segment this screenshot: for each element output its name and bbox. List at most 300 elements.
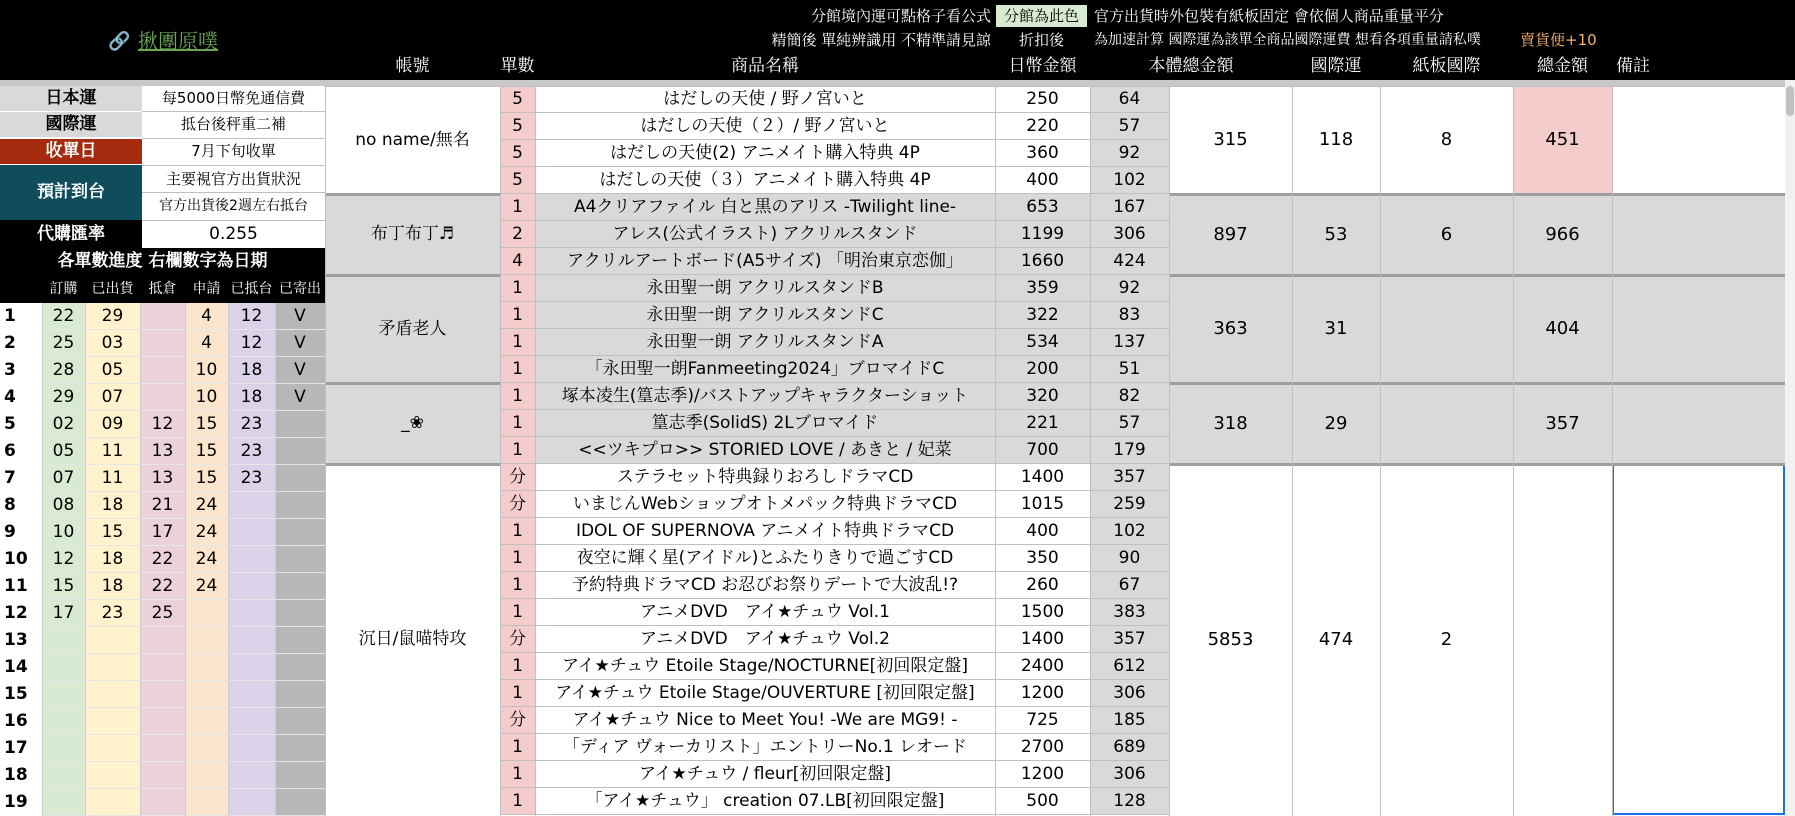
progress-cell xyxy=(275,627,325,654)
item-twd-amount[interactable]: 306 xyxy=(1090,680,1169,707)
progress-cell xyxy=(185,789,228,816)
progress-row-number: 1 xyxy=(0,303,42,330)
item-count-cell[interactable]: 4 xyxy=(500,248,535,275)
progress-row-number: 9 xyxy=(0,519,42,546)
progress-cell: 4 xyxy=(185,303,228,330)
progress-cell: 23 xyxy=(228,465,275,492)
progress-cell: V xyxy=(275,357,325,384)
progress-cell xyxy=(140,789,185,816)
item-twd-amount[interactable]: 259 xyxy=(1090,491,1169,518)
progress-cell xyxy=(275,492,325,519)
item-count-cell[interactable]: 1 xyxy=(500,329,535,356)
progress-row-number: 17 xyxy=(0,735,42,762)
progress-cell: 10 xyxy=(42,519,85,546)
progress-row-number: 13 xyxy=(0,627,42,654)
info-label-japan-shipping: 日本運 xyxy=(0,86,142,111)
column-divider xyxy=(1513,86,1514,816)
group-notes-cell[interactable] xyxy=(1612,194,1785,275)
item-product-name[interactable]: はだしの天使（３）アニメイト購入特典 4P xyxy=(535,167,995,194)
col-jpy-header: 日幣金額 xyxy=(1008,55,1077,76)
progress-cell xyxy=(185,600,228,627)
progress-cell: 23 xyxy=(228,411,275,438)
group-body-total[interactable]: 315 xyxy=(1169,86,1292,194)
progress-cell xyxy=(42,654,85,681)
item-count-cell[interactable]: 5 xyxy=(500,167,535,194)
item-count-cell[interactable]: 1 xyxy=(500,356,535,383)
item-jpy-amount[interactable]: 534 xyxy=(995,329,1090,356)
item-count-cell[interactable]: 1 xyxy=(500,572,535,599)
progress-header-sent: 已寄出 xyxy=(279,281,321,297)
progress-cell: V xyxy=(275,384,325,411)
progress-cell xyxy=(228,492,275,519)
item-jpy-amount[interactable]: 200 xyxy=(995,356,1090,383)
group-board-intl[interactable]: 6 xyxy=(1380,194,1513,275)
progress-header-warehouse: 抵倉 xyxy=(148,281,177,297)
progress-cell: 10 xyxy=(185,384,228,411)
progress-cell: 08 xyxy=(42,492,85,519)
header-note-simplified: 精簡後 單純辨識用 不精準請見諒 xyxy=(771,30,991,49)
item-product-name[interactable]: 永田聖一朗 アクリルスタンドB xyxy=(535,275,995,302)
item-product-name[interactable]: アイ★チュウ Etoile Stage/OUVERTURE [初回限定盤] xyxy=(535,680,995,707)
progress-cell xyxy=(228,735,275,762)
progress-cell xyxy=(140,735,185,762)
item-jpy-amount[interactable]: 250 xyxy=(995,86,1090,113)
progress-cell xyxy=(275,546,325,573)
progress-cell xyxy=(185,627,228,654)
item-twd-amount[interactable]: 92 xyxy=(1090,275,1169,302)
header-note-intl: 為加速計算 國際運為該單全商品國際運費 想看各項重量請私噗 xyxy=(1094,32,1481,48)
progress-cell: 4 xyxy=(185,330,228,357)
item-twd-amount[interactable]: 179 xyxy=(1090,437,1169,464)
progress-cell xyxy=(140,330,185,357)
item-product-name[interactable]: アクリルアートボード(A5サイズ) 「明治東京恋伽」 xyxy=(535,248,995,275)
progress-cell xyxy=(275,762,325,789)
progress-cell xyxy=(185,708,228,735)
info-value-japan-shipping: 每5000日幣免通信費 xyxy=(142,86,325,111)
item-count-cell[interactable]: 1 xyxy=(500,437,535,464)
scrollbar-thumb[interactable] xyxy=(1786,86,1794,116)
info-divider xyxy=(142,192,325,193)
progress-cell xyxy=(185,681,228,708)
progress-cell xyxy=(140,357,185,384)
progress-title: 各單數進度 右欄數字為日期 xyxy=(0,248,325,275)
progress-cell xyxy=(275,600,325,627)
item-twd-amount[interactable]: 83 xyxy=(1090,302,1169,329)
item-product-name[interactable]: 永田聖一朗 アクリルスタンドA xyxy=(535,329,995,356)
progress-row-number: 12 xyxy=(0,600,42,627)
progress-cell xyxy=(140,303,185,330)
item-count-cell[interactable]: 分 xyxy=(500,707,535,734)
item-jpy-amount[interactable]: 1200 xyxy=(995,761,1090,788)
progress-cell: 21 xyxy=(140,492,185,519)
info-divider xyxy=(142,138,325,139)
progress-cell xyxy=(275,681,325,708)
item-jpy-amount[interactable]: 221 xyxy=(995,410,1090,437)
item-count-cell[interactable]: 1 xyxy=(500,194,535,221)
progress-cell: 15 xyxy=(42,573,85,600)
item-product-name[interactable]: アニメDVD アイ★チュウ Vol.2 xyxy=(535,626,995,653)
progress-cell xyxy=(275,519,325,546)
item-jpy-amount[interactable]: 350 xyxy=(995,545,1090,572)
item-product-name[interactable]: ステラセット特典録りおろしドラマCD xyxy=(535,464,995,491)
item-twd-amount[interactable]: 357 xyxy=(1090,464,1169,491)
progress-cell: 28 xyxy=(42,357,85,384)
item-jpy-amount[interactable]: 2700 xyxy=(995,734,1090,761)
progress-cell xyxy=(140,681,185,708)
group-notes-cell[interactable] xyxy=(1612,86,1785,194)
column-divider xyxy=(1292,86,1293,816)
progress-cell: 15 xyxy=(185,438,228,465)
progress-header-shipped: 已出貨 xyxy=(91,281,134,297)
progress-cell xyxy=(185,762,228,789)
progress-cell xyxy=(228,627,275,654)
group-total[interactable] xyxy=(1513,464,1612,815)
item-jpy-amount[interactable]: 1400 xyxy=(995,464,1090,491)
item-count-cell[interactable]: 1 xyxy=(500,788,535,815)
progress-cell: 02 xyxy=(42,411,85,438)
item-product-name[interactable]: 篁志季(SolidS) 2Lブロマイド xyxy=(535,410,995,437)
group-notes-cell[interactable] xyxy=(1612,275,1785,383)
progress-cell: 05 xyxy=(85,357,140,384)
item-product-name[interactable]: 「アイ★チュウ」 creation 07.LB[初回限定盤] xyxy=(535,788,995,815)
item-twd-amount[interactable]: 57 xyxy=(1090,113,1169,140)
item-twd-amount[interactable]: 64 xyxy=(1090,86,1169,113)
item-count-cell[interactable]: 1 xyxy=(500,383,535,410)
progress-col-divider xyxy=(42,303,43,816)
item-count-cell[interactable]: 1 xyxy=(500,734,535,761)
column-divider xyxy=(1612,86,1613,816)
progress-cell xyxy=(275,573,325,600)
group-notes-cell[interactable] xyxy=(1612,383,1785,464)
progress-cell: 18 xyxy=(85,492,140,519)
item-count-cell[interactable]: 1 xyxy=(500,410,535,437)
progress-cell xyxy=(185,654,228,681)
group-total[interactable]: 966 xyxy=(1513,194,1612,275)
info-divider xyxy=(142,220,325,221)
item-count-cell[interactable]: 2 xyxy=(500,221,535,248)
item-twd-amount[interactable]: 424 xyxy=(1090,248,1169,275)
col-count-header: 單數 xyxy=(500,55,535,76)
item-count-cell[interactable]: 分 xyxy=(500,626,535,653)
item-count-cell[interactable]: 1 xyxy=(500,599,535,626)
item-product-name[interactable]: 塚本凌生(篁志季)/バストアップキャラクターショット xyxy=(535,383,995,410)
progress-cell xyxy=(85,654,140,681)
progress-cell xyxy=(85,627,140,654)
group-account-cell[interactable]: 沉日/鼠喵特攻 xyxy=(325,464,500,815)
item-twd-amount[interactable]: 306 xyxy=(1090,761,1169,788)
item-product-name[interactable]: 「ディア ヴォーカリスト」エントリーNo.1 レオード xyxy=(535,734,995,761)
progress-cell xyxy=(228,762,275,789)
item-twd-amount[interactable]: 689 xyxy=(1090,734,1169,761)
progress-cell: 18 xyxy=(85,546,140,573)
header-note-formula: 分館境內運可點格子看公式 xyxy=(810,6,991,25)
item-product-name[interactable]: はだしの天使（２）/ 野ノ宮いと xyxy=(535,113,995,140)
item-jpy-amount[interactable]: 400 xyxy=(995,167,1090,194)
item-twd-amount[interactable]: 167 xyxy=(1090,194,1169,221)
group-intl-shipping[interactable]: 53 xyxy=(1292,194,1380,275)
progress-col-divider xyxy=(85,303,86,816)
item-jpy-amount[interactable]: 400 xyxy=(995,518,1090,545)
group-total[interactable]: 357 xyxy=(1513,383,1612,464)
progress-row-number: 5 xyxy=(0,411,42,438)
group-intl-shipping[interactable]: 31 xyxy=(1292,275,1380,383)
item-twd-amount[interactable]: 612 xyxy=(1090,653,1169,680)
item-product-name[interactable]: IDOL OF SUPERNOVA アニメイト特典ドラマCD xyxy=(535,518,995,545)
info-divider xyxy=(142,111,325,112)
col-product-name-header: 商品名稱 xyxy=(731,55,799,76)
progress-cell: 24 xyxy=(185,519,228,546)
progress-cell: 13 xyxy=(140,465,185,492)
item-jpy-amount[interactable]: 2400 xyxy=(995,653,1090,680)
progress-cell xyxy=(85,708,140,735)
item-count-cell[interactable]: 1 xyxy=(500,518,535,545)
item-product-name[interactable]: A4クリアファイル 白と黒のアリス -Twilight line- xyxy=(535,194,995,221)
progress-cell xyxy=(228,546,275,573)
progress-cell: 12 xyxy=(42,546,85,573)
progress-row-number: 15 xyxy=(0,681,42,708)
item-count-cell[interactable]: 1 xyxy=(500,545,535,572)
item-jpy-amount[interactable]: 1500 xyxy=(995,599,1090,626)
progress-row-number: 19 xyxy=(0,789,42,816)
info-label-rate: 代購匯率 xyxy=(0,220,142,248)
item-count-cell[interactable]: 5 xyxy=(500,140,535,167)
progress-header-ordered: 訂購 xyxy=(49,281,78,297)
group-intl-shipping[interactable]: 474 xyxy=(1292,464,1380,815)
item-product-name[interactable]: 永田聖一朗 アクリルスタンドC xyxy=(535,302,995,329)
group-intl-shipping[interactable]: 29 xyxy=(1292,383,1380,464)
progress-cell xyxy=(140,627,185,654)
progress-cell: 09 xyxy=(85,411,140,438)
progress-cell: 10 xyxy=(185,357,228,384)
group-account-cell[interactable]: 布丁布丁♬ xyxy=(325,194,500,275)
progress-cell xyxy=(42,735,85,762)
info-value-rate: 0.255 xyxy=(142,221,325,248)
item-jpy-amount[interactable]: 1199 xyxy=(995,221,1090,248)
progress-cell: 12 xyxy=(140,411,185,438)
item-product-name[interactable]: アイ★チュウ Etoile Stage/NOCTURNE[初回限定盤] xyxy=(535,653,995,680)
progress-cell xyxy=(228,600,275,627)
item-jpy-amount[interactable]: 260 xyxy=(995,572,1090,599)
col-intl-header: 國際運 xyxy=(1310,55,1362,76)
item-product-name[interactable]: <<ツキプロ>> STORIED LOVE / あきと / 妃菜 xyxy=(535,437,995,464)
item-count-cell[interactable]: 1 xyxy=(500,653,535,680)
progress-cell: 15 xyxy=(185,411,228,438)
group-body-total[interactable]: 5853 xyxy=(1169,464,1292,815)
info-label-intl-shipping: 國際運 xyxy=(0,112,142,137)
item-product-name[interactable]: アイ★チュウ Nice to Meet You! -We are MG9! - xyxy=(535,707,995,734)
progress-cell xyxy=(85,735,140,762)
progress-col-divider xyxy=(185,303,186,816)
vertical-scrollbar[interactable] xyxy=(1785,80,1795,816)
progress-cell: 25 xyxy=(140,600,185,627)
item-twd-amount[interactable]: 383 xyxy=(1090,599,1169,626)
item-jpy-amount[interactable]: 653 xyxy=(995,194,1090,221)
progress-col-divider xyxy=(275,303,276,816)
item-product-name[interactable]: いまじんWebショップオトメパック特典ドラマCD xyxy=(535,491,995,518)
item-jpy-amount[interactable]: 1400 xyxy=(995,626,1090,653)
item-twd-amount[interactable]: 128 xyxy=(1090,788,1169,815)
item-product-name[interactable]: アイ★チュウ / fleur[初回限定盤] xyxy=(535,761,995,788)
item-twd-amount[interactable]: 306 xyxy=(1090,221,1169,248)
progress-cell: 12 xyxy=(228,303,275,330)
group-account-cell[interactable]: _❀ xyxy=(325,383,500,464)
progress-cell xyxy=(228,708,275,735)
progress-row-number: 2 xyxy=(0,330,42,357)
progress-cell xyxy=(228,654,275,681)
progress-cell xyxy=(85,789,140,816)
item-count-cell[interactable]: 5 xyxy=(500,86,535,113)
info-value-cutoff: 7月下旬收單 xyxy=(142,139,325,164)
header-branch-color: 分館為此色 xyxy=(996,5,1087,27)
item-jpy-amount[interactable]: 320 xyxy=(995,383,1090,410)
group-account-cell[interactable]: no name/無名 xyxy=(325,86,500,194)
progress-cell xyxy=(275,411,325,438)
item-count-cell[interactable]: 1 xyxy=(500,302,535,329)
progress-cell xyxy=(275,438,325,465)
column-divider xyxy=(500,86,501,816)
item-product-name[interactable]: はだしの天使 / 野ノ宮いと xyxy=(535,86,995,113)
item-count-cell[interactable]: 1 xyxy=(500,761,535,788)
item-twd-amount[interactable]: 102 xyxy=(1090,518,1169,545)
progress-header-applied: 申請 xyxy=(192,281,221,297)
group-intl-shipping[interactable]: 118 xyxy=(1292,86,1380,194)
group-account-cell[interactable]: 矛盾老人 xyxy=(325,275,500,383)
progress-cell: 17 xyxy=(42,600,85,627)
progress-cell: 24 xyxy=(185,573,228,600)
group-total[interactable]: 404 xyxy=(1513,275,1612,383)
item-jpy-amount[interactable]: 700 xyxy=(995,437,1090,464)
progress-cell xyxy=(275,735,325,762)
column-divider xyxy=(1169,86,1170,816)
progress-cell xyxy=(228,681,275,708)
group-board-intl[interactable]: 2 xyxy=(1380,464,1513,815)
item-product-name[interactable]: 予約特典ドラマCD お忍びお祭りデートで大波乱!? xyxy=(535,572,995,599)
info-value-arrival-2: 官方出貨後2週左右抵台 xyxy=(142,193,325,219)
group-board-intl[interactable]: 8 xyxy=(1380,86,1513,194)
header-shipping-fee: 賣貨便+10 xyxy=(1520,30,1597,49)
progress-cell xyxy=(185,735,228,762)
progress-cell: 22 xyxy=(140,546,185,573)
progress-cell xyxy=(42,708,85,735)
progress-cell: 07 xyxy=(42,465,85,492)
grid-top-border xyxy=(325,86,1785,87)
item-twd-amount[interactable]: 185 xyxy=(1090,707,1169,734)
progress-row-number: 4 xyxy=(0,384,42,411)
item-product-name[interactable]: 「永田聖一朗Fanmeeting2024」ブロマイドC xyxy=(535,356,995,383)
item-jpy-amount[interactable]: 1200 xyxy=(995,680,1090,707)
progress-cell xyxy=(140,762,185,789)
item-jpy-amount[interactable]: 359 xyxy=(995,275,1090,302)
item-jpy-amount[interactable]: 360 xyxy=(995,140,1090,167)
progress-row-number: 10 xyxy=(0,546,42,573)
info-value-arrival: 主要視官方出貨狀況 xyxy=(142,166,325,192)
left-panel xyxy=(0,0,325,816)
progress-cell: 05 xyxy=(42,438,85,465)
item-count-cell[interactable]: 分 xyxy=(500,491,535,518)
column-divider xyxy=(325,86,326,816)
item-count-cell[interactable]: 1 xyxy=(500,680,535,707)
info-divider xyxy=(142,165,325,166)
item-twd-amount[interactable]: 102 xyxy=(1090,167,1169,194)
item-jpy-amount[interactable]: 725 xyxy=(995,707,1090,734)
column-divider xyxy=(1380,86,1381,816)
group-notes-cell[interactable] xyxy=(1612,464,1785,815)
progress-col-divider xyxy=(140,303,141,816)
group-post-link[interactable]: 揪團原噗 xyxy=(138,29,218,53)
group-body-total[interactable]: 897 xyxy=(1169,194,1292,275)
group-board-intl[interactable] xyxy=(1380,275,1513,383)
progress-row-number: 11 xyxy=(0,573,42,600)
item-count-cell[interactable]: 1 xyxy=(500,275,535,302)
group-body-total[interactable]: 318 xyxy=(1169,383,1292,464)
progress-cell: 17 xyxy=(140,519,185,546)
item-twd-amount[interactable]: 82 xyxy=(1090,383,1169,410)
item-twd-amount[interactable]: 51 xyxy=(1090,356,1169,383)
info-value-intl-shipping: 抵台後秤重二補 xyxy=(142,112,325,137)
progress-cell: 23 xyxy=(85,600,140,627)
item-jpy-amount[interactable]: 322 xyxy=(995,302,1090,329)
group-board-intl[interactable] xyxy=(1380,383,1513,464)
progress-cell xyxy=(42,627,85,654)
progress-cell: 25 xyxy=(42,330,85,357)
item-count-cell[interactable]: 分 xyxy=(500,464,535,491)
item-product-name[interactable]: アレス(公式イラスト) アクリルスタンド xyxy=(535,221,995,248)
progress-cell: 15 xyxy=(185,465,228,492)
item-count-cell[interactable]: 5 xyxy=(500,113,535,140)
progress-row-number: 8 xyxy=(0,492,42,519)
group-body-total[interactable]: 363 xyxy=(1169,275,1292,383)
progress-cell: 11 xyxy=(85,438,140,465)
col-board-intl-header: 紙板國際 xyxy=(1412,55,1481,76)
progress-row-number: 16 xyxy=(0,708,42,735)
progress-cell xyxy=(140,654,185,681)
progress-cell: 18 xyxy=(85,573,140,600)
progress-cell: 15 xyxy=(85,519,140,546)
item-twd-amount[interactable]: 67 xyxy=(1090,572,1169,599)
progress-cell xyxy=(228,573,275,600)
progress-cell xyxy=(228,789,275,816)
progress-cell xyxy=(275,789,325,816)
col-body-total-header: 本體總金額 xyxy=(1148,55,1234,76)
item-jpy-amount[interactable]: 1660 xyxy=(995,248,1090,275)
item-twd-amount[interactable]: 92 xyxy=(1090,140,1169,167)
item-twd-amount[interactable]: 357 xyxy=(1090,626,1169,653)
progress-cell xyxy=(140,708,185,735)
header-discount: 折扣後 xyxy=(1018,30,1064,49)
progress-cell: 29 xyxy=(85,303,140,330)
item-twd-amount[interactable]: 90 xyxy=(1090,545,1169,572)
item-product-name[interactable]: 夜空に輝く星(アイドル)とふたりきりで過ごすCD xyxy=(535,545,995,572)
progress-cell: V xyxy=(275,303,325,330)
progress-row-number: 3 xyxy=(0,357,42,384)
item-jpy-amount[interactable]: 500 xyxy=(995,788,1090,815)
item-twd-amount[interactable]: 137 xyxy=(1090,329,1169,356)
progress-cell xyxy=(85,762,140,789)
item-product-name[interactable]: アニメDVD アイ★チュウ Vol.1 xyxy=(535,599,995,626)
header-note-board: 官方出貨時外包裝有紙板固定 會依個人商品重量平分 xyxy=(1094,6,1444,25)
item-jpy-amount[interactable]: 220 xyxy=(995,113,1090,140)
link-icon: 🔗 xyxy=(108,31,131,52)
progress-cell xyxy=(228,519,275,546)
item-jpy-amount[interactable]: 1015 xyxy=(995,491,1090,518)
item-product-name[interactable]: はだしの天使(2) アニメイト購入特典 4P xyxy=(535,140,995,167)
progress-cell: 12 xyxy=(228,330,275,357)
item-twd-amount[interactable]: 57 xyxy=(1090,410,1169,437)
group-total[interactable]: 451 xyxy=(1513,86,1612,194)
col-account-header: 帳號 xyxy=(395,55,430,76)
column-divider xyxy=(995,86,996,816)
progress-cell xyxy=(42,762,85,789)
